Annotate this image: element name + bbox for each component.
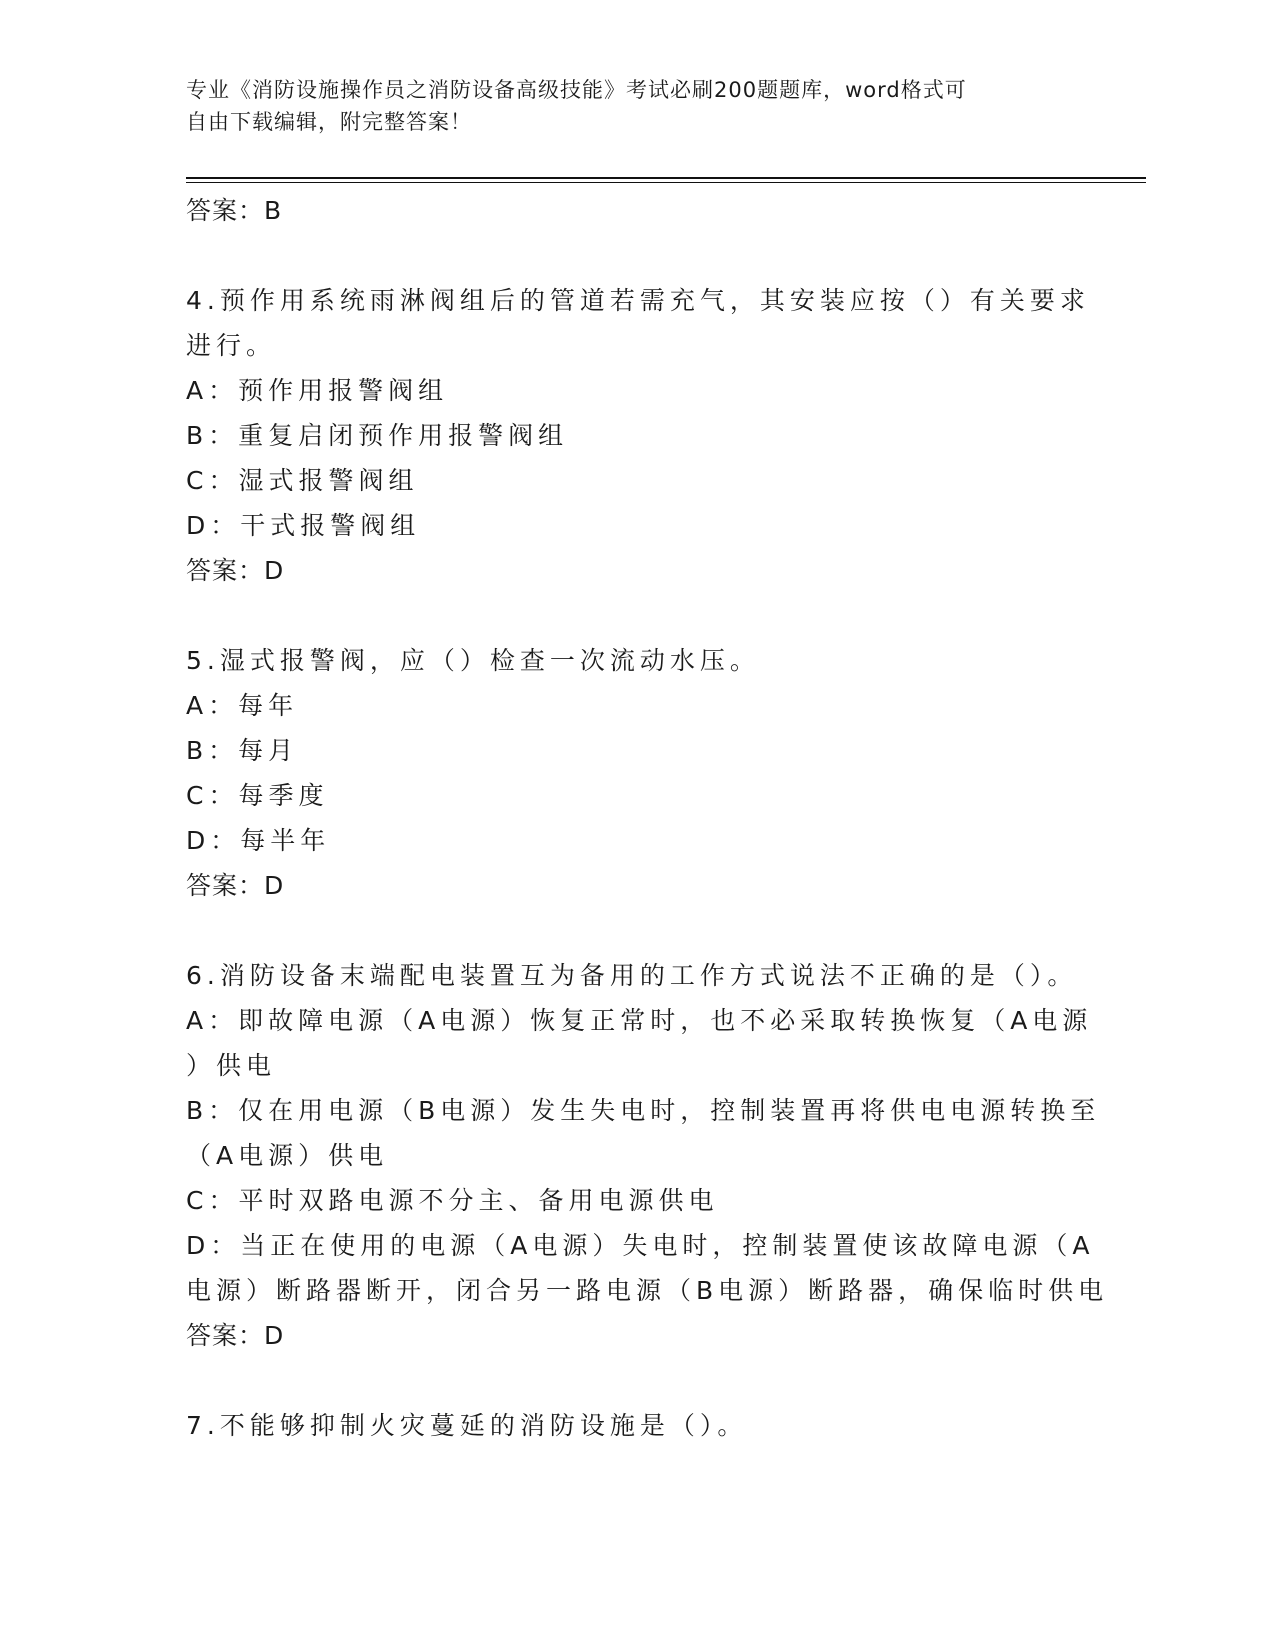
question-block	[186, 638, 1086, 908]
header-rule-thick	[186, 177, 1146, 179]
question-block	[186, 278, 1090, 593]
header-line-1: 专业《消防设施操作员之消防设备高级技能》考试必刷200题题库，word格式可	[186, 78, 967, 102]
option-text: B：重复启闭预作用报警阀组	[186, 421, 569, 450]
option-text: D：每半年	[186, 826, 331, 855]
option-text: C：湿式报警阀组	[186, 466, 419, 495]
option-text: ）供电	[186, 1051, 277, 1080]
question-text: 进行。	[186, 331, 277, 360]
question-block	[186, 953, 1109, 1358]
question-text: 6.消防设备末端配电装置互为备用的工作方式说法不正确的是（）。	[186, 961, 1078, 990]
question-block	[186, 1403, 1086, 1448]
answer-line: 答案：D	[186, 556, 285, 585]
option-text: D：当正在使用的电源（A电源）失电时，控制装置使该故障电源（A	[186, 1231, 1095, 1260]
question-list	[186, 278, 1109, 1448]
answer-line: 答案：D	[186, 1321, 285, 1350]
question-text: 5.湿式报警阀，应（）检查一次流动水压。	[186, 646, 760, 675]
document-header	[186, 74, 1066, 138]
question-text: 7.不能够抑制火灾蔓延的消防设施是（）。	[186, 1411, 748, 1440]
option-text: A：即故障电源（A电源）恢复正常时，也不必采取转换恢复（A电源	[186, 1006, 1093, 1035]
option-text: C：每季度	[186, 781, 329, 810]
header-line-2: 自由下载编辑，附完整答案！	[186, 110, 472, 134]
option-text: （A电源）供电	[186, 1141, 389, 1170]
header-rule-thin	[186, 182, 1146, 183]
option-text: C：平时双路电源不分主、备用电源供电	[186, 1186, 719, 1215]
option-text: D：干式报警阀组	[186, 511, 421, 540]
answer-line: 答案：D	[186, 871, 285, 900]
question-text: 4.预作用系统雨淋阀组后的管道若需充气，其安装应按（）有关要求	[186, 286, 1090, 315]
option-text: A：预作用报警阀组	[186, 376, 449, 405]
option-text: B：每月	[186, 736, 299, 765]
option-text: B：仅在用电源（B电源）发生失电时，控制装置再将供电电源转换至	[186, 1096, 1101, 1125]
answer-line: 答案：B	[186, 196, 283, 225]
option-text: A：每年	[186, 691, 299, 720]
option-text: 电源）断路器断开，闭合另一路电源（B电源）断路器，确保临时供电	[186, 1276, 1109, 1305]
document-body	[186, 188, 1109, 1448]
